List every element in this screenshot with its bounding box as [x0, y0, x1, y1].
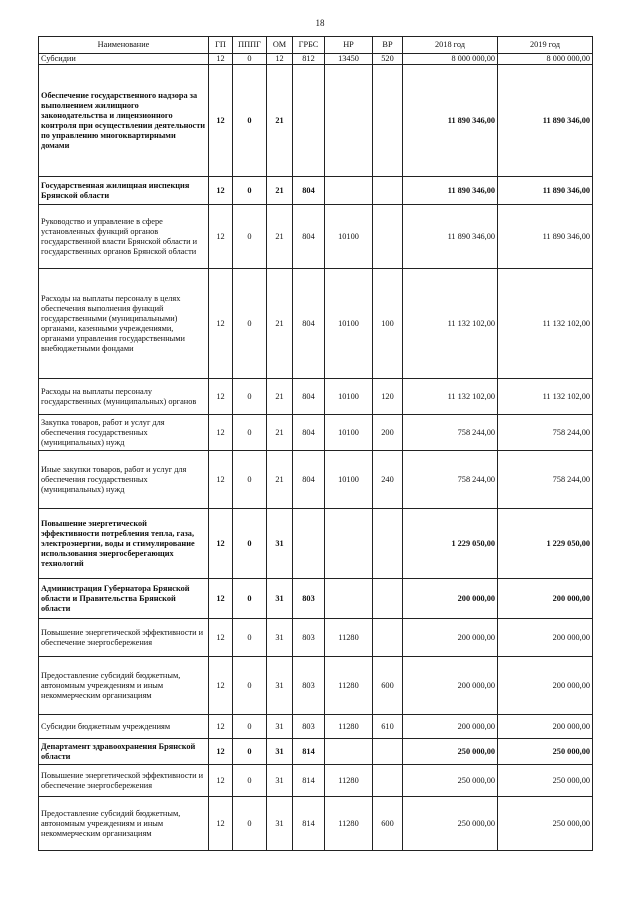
cell-ppgp: 0 — [233, 797, 267, 851]
cell-grbs: 803 — [293, 715, 325, 739]
cell-ppgp: 0 — [233, 65, 267, 177]
cell-grbs: 803 — [293, 619, 325, 657]
cell-grbs: 804 — [293, 379, 325, 415]
table-row — [39, 415, 593, 451]
page-number: 18 — [315, 18, 325, 28]
cell-y2018: 11 132 102,00 — [403, 379, 498, 415]
cell-nr: 13450 — [325, 54, 373, 65]
cell-y2018: 250 000,00 — [403, 739, 498, 765]
cell-nr: 11280 — [325, 657, 373, 715]
cell-ppgp: 0 — [233, 509, 267, 579]
cell-grbs: 803 — [293, 657, 325, 715]
cell-gp: 12 — [209, 415, 233, 451]
cell-name: Обеспечение государственного надзора за выполнением жилищного законодательства и лицензионного контроля при осуществлении деятельности по управлению многоквартирными домами — [39, 65, 209, 177]
cell-gp: 12 — [209, 177, 233, 205]
cell-ppgp: 0 — [233, 415, 267, 451]
table-row — [39, 65, 593, 177]
cell-vr: 610 — [373, 715, 403, 739]
cell-y2019: 250 000,00 — [498, 765, 593, 797]
cell-name: Расходы на выплаты персоналу государственных (муниципальных) органов — [39, 379, 209, 415]
cell-ppgp: 0 — [233, 765, 267, 797]
cell-om: 21 — [267, 415, 293, 451]
cell-om: 21 — [267, 65, 293, 177]
cell-nr — [325, 509, 373, 579]
cell-om: 21 — [267, 177, 293, 205]
header-gp: ГП — [209, 37, 233, 54]
cell-ppgp: 0 — [233, 619, 267, 657]
cell-gp: 12 — [209, 509, 233, 579]
cell-name: Руководство и управление в сфере установленных функций органов государственной власти Брянской области и государственных органов Брянской области — [39, 205, 209, 269]
cell-y2019: 758 244,00 — [498, 415, 593, 451]
header-ppgp: ПППГ — [233, 37, 267, 54]
cell-vr — [373, 579, 403, 619]
cell-om: 21 — [267, 379, 293, 415]
cell-vr: 520 — [373, 54, 403, 65]
header-2019: 2019 год — [498, 37, 593, 54]
cell-grbs: 812 — [293, 54, 325, 65]
cell-gp: 12 — [209, 379, 233, 415]
cell-y2018: 200 000,00 — [403, 619, 498, 657]
table-row — [39, 619, 593, 657]
cell-y2018: 1 229 050,00 — [403, 509, 498, 579]
cell-y2018: 11 890 346,00 — [403, 177, 498, 205]
cell-om: 31 — [267, 579, 293, 619]
cell-y2018: 200 000,00 — [403, 657, 498, 715]
cell-gp: 12 — [209, 579, 233, 619]
cell-name: Предоставление субсидий бюджетным, автономным учреждениям и иным некоммерческим организациям — [39, 797, 209, 851]
cell-y2019: 11 890 346,00 — [498, 177, 593, 205]
cell-y2019: 11 132 102,00 — [498, 269, 593, 379]
cell-vr: 100 — [373, 269, 403, 379]
cell-y2019: 11 132 102,00 — [498, 379, 593, 415]
table-row — [39, 379, 593, 415]
cell-grbs: 803 — [293, 579, 325, 619]
cell-nr — [325, 177, 373, 205]
table-row — [39, 765, 593, 797]
cell-name: Расходы на выплаты персоналу в целях обеспечения выполнения функций государственными (муниципальными) органами, казенными учреждениями, органами управления государственными внебюджетными фондами — [39, 269, 209, 379]
header-nr: НР — [325, 37, 373, 54]
cell-name: Субсидии бюджетным учреждениям — [39, 715, 209, 739]
table-row — [39, 715, 593, 739]
cell-ppgp: 0 — [233, 739, 267, 765]
cell-gp: 12 — [209, 765, 233, 797]
cell-nr: 11280 — [325, 715, 373, 739]
cell-vr — [373, 205, 403, 269]
cell-nr: 10100 — [325, 379, 373, 415]
cell-ppgp: 0 — [233, 715, 267, 739]
cell-gp: 12 — [209, 797, 233, 851]
header-vr: ВР — [373, 37, 403, 54]
cell-om: 12 — [267, 54, 293, 65]
cell-y2018: 758 244,00 — [403, 415, 498, 451]
cell-y2019: 1 229 050,00 — [498, 509, 593, 579]
cell-y2019: 758 244,00 — [498, 451, 593, 509]
cell-nr: 10100 — [325, 451, 373, 509]
cell-y2018: 200 000,00 — [403, 579, 498, 619]
cell-ppgp: 0 — [233, 451, 267, 509]
cell-y2019: 250 000,00 — [498, 739, 593, 765]
cell-y2019: 200 000,00 — [498, 579, 593, 619]
cell-y2019: 200 000,00 — [498, 657, 593, 715]
header-name: Наименование — [39, 37, 209, 54]
cell-name: Администрация Губернатора Брянской области и Правительства Брянской области — [39, 579, 209, 619]
cell-vr: 600 — [373, 657, 403, 715]
table-row — [39, 269, 593, 379]
cell-gp: 12 — [209, 269, 233, 379]
cell-gp: 12 — [209, 205, 233, 269]
cell-name: Повышение энергетической эффективности и обеспечение энергосбережения — [39, 619, 209, 657]
cell-grbs: 804 — [293, 205, 325, 269]
cell-y2018: 11 132 102,00 — [403, 269, 498, 379]
table-row — [39, 579, 593, 619]
cell-y2019: 8 000 000,00 — [498, 54, 593, 65]
cell-grbs: 804 — [293, 177, 325, 205]
cell-om: 31 — [267, 715, 293, 739]
cell-om: 31 — [267, 619, 293, 657]
cell-ppgp: 0 — [233, 579, 267, 619]
cell-ppgp: 0 — [233, 54, 267, 65]
cell-grbs — [293, 509, 325, 579]
cell-vr: 240 — [373, 451, 403, 509]
cell-vr — [373, 739, 403, 765]
cell-name: Предоставление субсидий бюджетным, автономным учреждениям и иным некоммерческим организациям — [39, 657, 209, 715]
header-grbs: ГРБС — [293, 37, 325, 54]
cell-name: Иные закупки товаров, работ и услуг для обеспечения государственных (муниципальных) нужд — [39, 451, 209, 509]
cell-nr: 10100 — [325, 269, 373, 379]
budget-table — [38, 36, 593, 851]
cell-grbs: 814 — [293, 739, 325, 765]
cell-name: Повышение энергетической эффективности потребления тепла, газа, электроэнергии, воды и стимулирование использования энергосберегающих технологий — [39, 509, 209, 579]
cell-nr: 10100 — [325, 415, 373, 451]
cell-y2018: 200 000,00 — [403, 715, 498, 739]
cell-gp: 12 — [209, 619, 233, 657]
cell-name: Субсидии — [39, 54, 209, 65]
table-row — [39, 54, 593, 65]
table-row — [39, 797, 593, 851]
cell-grbs: 804 — [293, 269, 325, 379]
cell-name: Департамент здравоохранения Брянской области — [39, 739, 209, 765]
header-om: ОМ — [267, 37, 293, 54]
cell-nr — [325, 739, 373, 765]
cell-gp: 12 — [209, 657, 233, 715]
cell-ppgp: 0 — [233, 205, 267, 269]
cell-grbs: 804 — [293, 415, 325, 451]
cell-vr — [373, 65, 403, 177]
cell-nr — [325, 579, 373, 619]
cell-om: 31 — [267, 797, 293, 851]
cell-om: 31 — [267, 765, 293, 797]
cell-nr — [325, 65, 373, 177]
cell-nr: 11280 — [325, 619, 373, 657]
cell-grbs — [293, 65, 325, 177]
cell-y2018: 758 244,00 — [403, 451, 498, 509]
cell-gp: 12 — [209, 715, 233, 739]
cell-y2018: 11 890 346,00 — [403, 205, 498, 269]
cell-nr: 10100 — [325, 205, 373, 269]
cell-om: 31 — [267, 509, 293, 579]
cell-vr — [373, 619, 403, 657]
cell-ppgp: 0 — [233, 269, 267, 379]
cell-grbs: 804 — [293, 451, 325, 509]
cell-om: 21 — [267, 451, 293, 509]
cell-grbs: 814 — [293, 797, 325, 851]
cell-name: Повышение энергетической эффективности и обеспечение энергосбережения — [39, 765, 209, 797]
cell-y2019: 200 000,00 — [498, 715, 593, 739]
cell-om: 21 — [267, 269, 293, 379]
cell-y2019: 11 890 346,00 — [498, 205, 593, 269]
cell-y2019: 200 000,00 — [498, 619, 593, 657]
cell-nr: 11280 — [325, 765, 373, 797]
cell-y2018: 250 000,00 — [403, 765, 498, 797]
cell-vr — [373, 765, 403, 797]
cell-gp: 12 — [209, 54, 233, 65]
cell-vr: 120 — [373, 379, 403, 415]
table-row — [39, 657, 593, 715]
cell-gp: 12 — [209, 739, 233, 765]
table-row — [39, 739, 593, 765]
cell-name: Государственная жилищная инспекция Брянской области — [39, 177, 209, 205]
table-row — [39, 177, 593, 205]
cell-vr: 600 — [373, 797, 403, 851]
cell-om: 21 — [267, 205, 293, 269]
header-2018: 2018 год — [403, 37, 498, 54]
cell-y2019: 11 890 346,00 — [498, 65, 593, 177]
cell-y2018: 250 000,00 — [403, 797, 498, 851]
cell-om: 31 — [267, 739, 293, 765]
cell-vr — [373, 177, 403, 205]
table-row — [39, 509, 593, 579]
table-row — [39, 451, 593, 509]
cell-om: 31 — [267, 657, 293, 715]
cell-vr: 200 — [373, 415, 403, 451]
cell-ppgp: 0 — [233, 379, 267, 415]
cell-ppgp: 0 — [233, 657, 267, 715]
cell-nr: 11280 — [325, 797, 373, 851]
cell-gp: 12 — [209, 65, 233, 177]
cell-grbs: 814 — [293, 765, 325, 797]
cell-gp: 12 — [209, 451, 233, 509]
cell-ppgp: 0 — [233, 177, 267, 205]
cell-y2018: 8 000 000,00 — [403, 54, 498, 65]
table-header-row — [39, 37, 593, 54]
cell-vr — [373, 509, 403, 579]
table-row — [39, 205, 593, 269]
cell-name: Закупка товаров, работ и услуг для обеспечения государственных (муниципальных) нужд — [39, 415, 209, 451]
cell-y2019: 250 000,00 — [498, 797, 593, 851]
cell-y2018: 11 890 346,00 — [403, 65, 498, 177]
